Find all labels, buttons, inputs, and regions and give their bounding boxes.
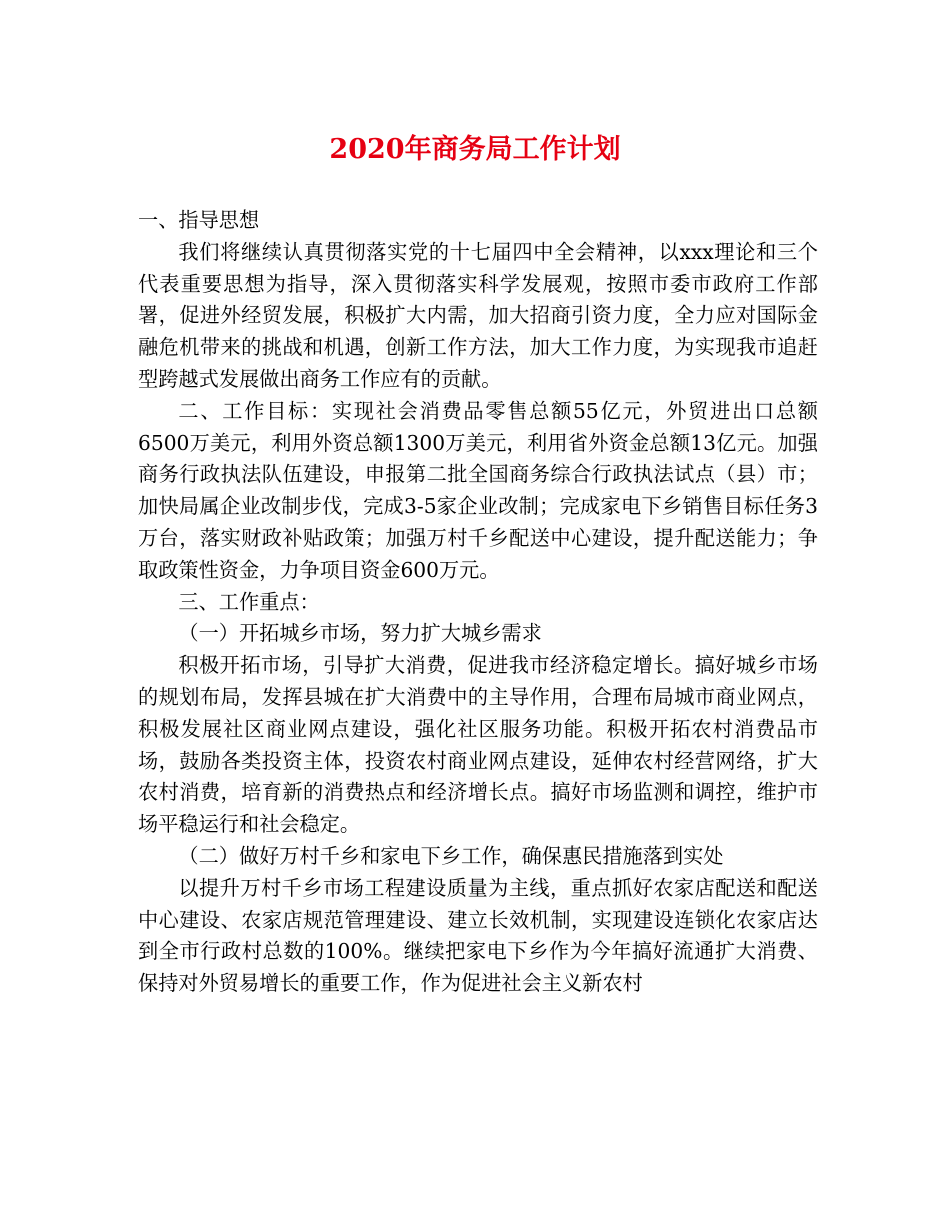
paragraph-urban-rural-market: 积极开拓市场，引导扩大消费，促进我市经济稳定增长。搞好城乡市场的规划布局，发挥县城在扩大消费中的主导作用，合理布局城市商业网点，积极发展社区商业网点建设，强化社区服务功能。积极开拓农村消费品市场，鼓励各类投资主体，投资农村商业网点建设，延伸农村经营网络，扩大农村消费，培育新的消费热点和经济增长点。搞好市场监测和调控，维护市场平稳运行和社会稳定。 <box>138 653 818 837</box>
subheading-village-appliances: （二）做好万村千乡和家电下乡工作，确保惠民措施落到实处 <box>178 843 724 868</box>
subheading-urban-rural-market: （一）开拓城乡市场，努力扩大城乡需求 <box>178 621 542 646</box>
section-heading-work-focus: 三、工作重点： <box>178 589 320 614</box>
paragraph-village-appliances: 以提升万村千乡市场工程建设质量为主线，重点抓好农家店配送和配送中心建设、农家店规范管理建设、建立长效机制，实现建设连锁化农家店达到全市行政村总数的100%。继续把家电下乡作为今年搞好流通扩大消费、保持对外贸易增长的重要工作，作为促进社会主义新农村 <box>138 875 818 996</box>
document-title: 2020年商务局工作计划 <box>329 134 621 165</box>
paragraph-work-goals: 二、工作目标：实现社会消费品零售总额55亿元，外贸进出口总额6500万美元，利用外资总额1300万美元，利用省外资金总额13亿元。加强商务行政执法队伍建设，申报第二批全国商务综合行政执法试点（县）市；加快局属企业改制步伐，完成3-5家企业改制；完成家电下乡销售目标任务3万台，落实财政补贴政策；加强万村千乡配送中心建设，提升配送能力；争取政策性资金，力争项目资金600万元。 <box>138 398 818 582</box>
document-body <box>138 205 818 1000</box>
section-heading-guiding-ideology: 一、指导思想 <box>138 208 260 232</box>
paragraph-guiding-ideology: 我们将继续认真贯彻落实党的十七届四中全会精神，以xxx理论和三个代表重要思想为指导，深入贯彻落实科学发展观，按照市委市政府工作部署，促进外经贸发展，积极扩大内需，加大招商引资力度，全力应对国际金融危机带来的挑战和机遇，创新工作方法，加大工作力度，为实现我市追赶型跨越式发展做出商务工作应有的贡献。 <box>138 239 818 391</box>
